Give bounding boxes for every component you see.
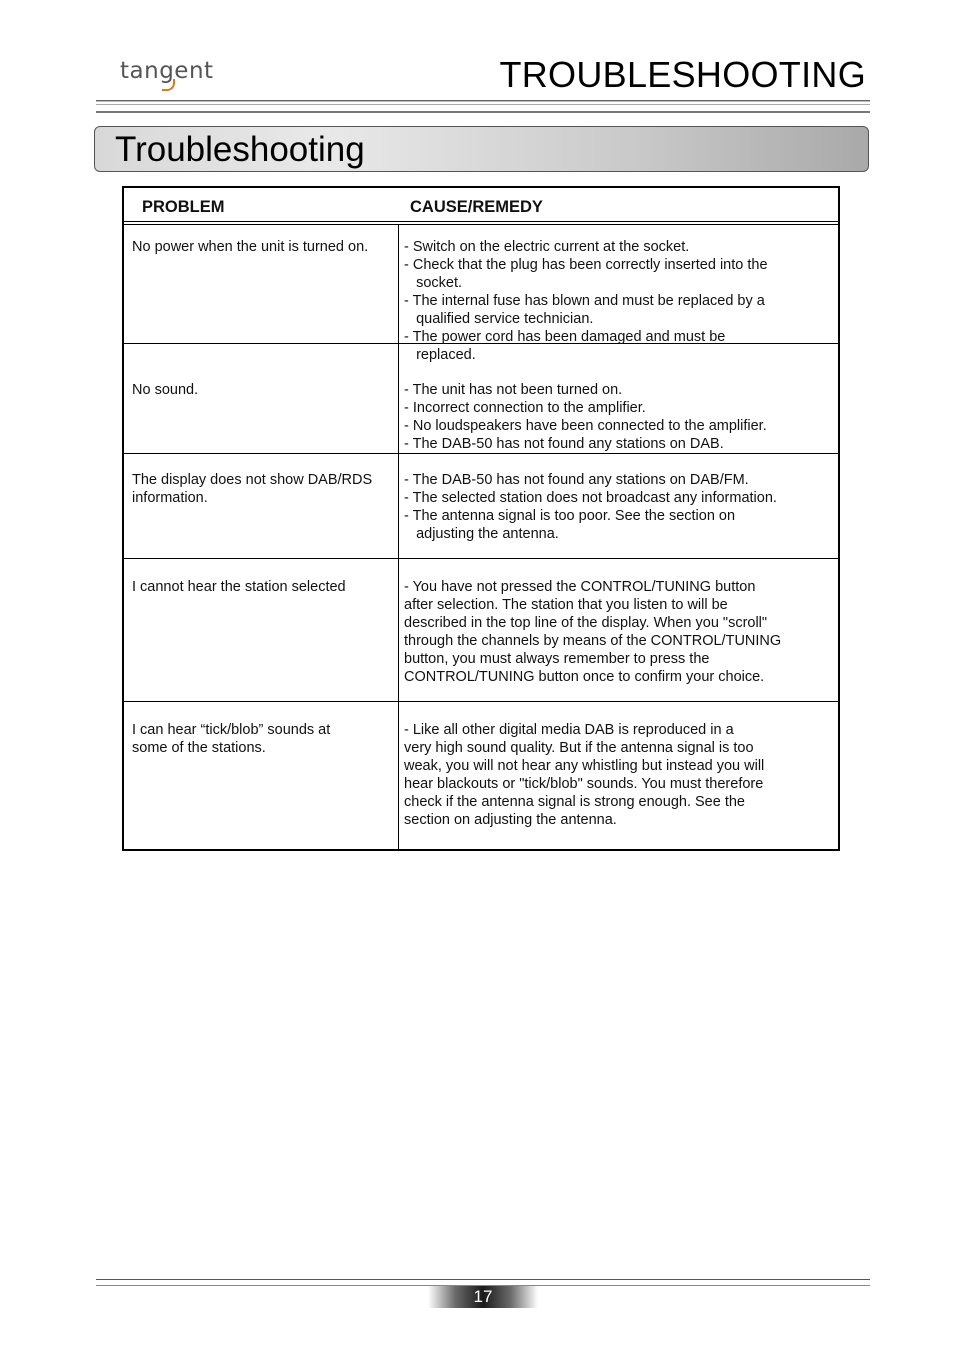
problem-cell: The display does not show DAB/RDS information.	[132, 472, 373, 506]
problem-cell: I can hear “tick/blob” sounds at some of the stations.	[132, 722, 331, 756]
page-number-bar	[428, 1286, 538, 1308]
row-divider	[124, 701, 838, 702]
page-number: 17	[473, 1287, 493, 1306]
banner-title: Troubleshooting	[115, 130, 365, 169]
logo-text: tangent	[120, 58, 214, 84]
table-header	[124, 188, 838, 222]
problem-cell: I cannot hear the station selected	[132, 579, 346, 595]
cause-cell: - Switch on the electric current at the socket. - Check that the plug has been correctly inserted into the socket. - The internal fuse has blown and must be replaced by a qualified service technician. - The power cord has been damaged and must be replaced.	[404, 239, 768, 363]
problem-cell: No sound.	[132, 382, 199, 398]
header-divider	[96, 100, 870, 113]
troubleshooting-table	[122, 186, 840, 851]
cause-cell: - The DAB-50 has not found any stations on DAB/FM. - The selected station does not broadcast any information. - The antenna signal is too poor. See the section on adjusting the antenna.	[404, 472, 777, 542]
header-divider-line	[124, 224, 838, 225]
row-divider	[124, 453, 838, 454]
footer-divider	[96, 1279, 870, 1286]
tangent-logo	[120, 58, 214, 84]
column-header-cause: CAUSE/REMEDY	[410, 198, 543, 216]
cause-cell: - The unit has not been turned on. - Incorrect connection to the amplifier. - No loudspeakers have been connected to the amplifier. - The DAB-50 has not found any stations on DAB.	[404, 382, 767, 452]
section-banner	[94, 126, 869, 172]
problem-cell: No power when the unit is turned on.	[132, 239, 369, 255]
section-title: TROUBLESHOOTING	[499, 54, 866, 95]
logo-swirl-icon	[162, 79, 175, 91]
row-divider	[124, 558, 838, 559]
column-divider	[398, 225, 399, 849]
column-header-problem: PROBLEM	[142, 198, 225, 216]
cause-cell: - You have not pressed the CONTROL/TUNING button after selection. The station that you listen to will be described in the top line of the display. When you "scroll" through the channels by means of the CONTROL/TUNING button, you must always remember to press the CONTROL/TUNING button once to confirm your choice.	[404, 579, 782, 685]
cause-cell: - Like all other digital media DAB is reproduced in a very high sound quality. But if the antenna signal is too weak, you will not hear any whistling but instead you will hear blackouts or "tick/blob" sounds. You must therefore check if the antenna signal is strong enough. See the section on adjusting the antenna.	[404, 722, 765, 828]
